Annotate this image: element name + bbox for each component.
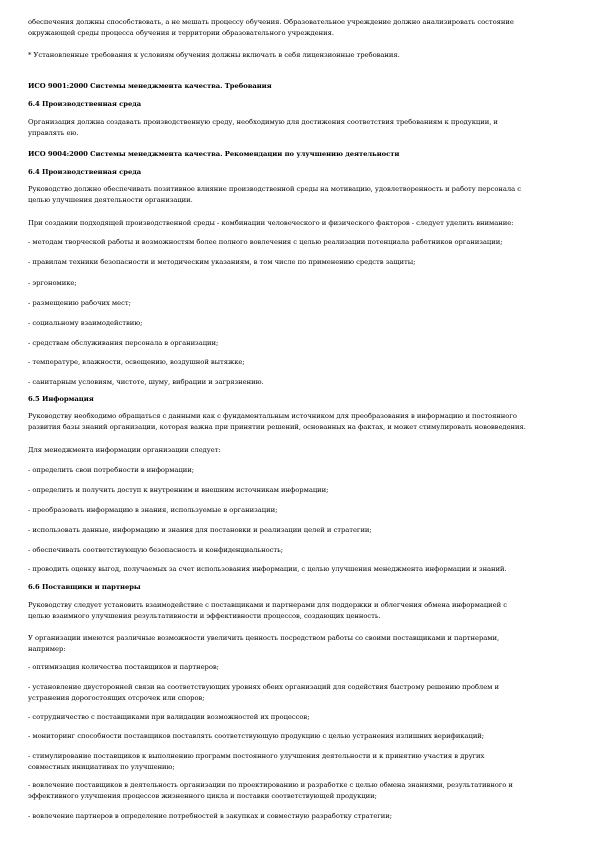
text-line: - социальному взаимодействию;	[28, 319, 143, 327]
text-line: 6.4 Производственная среда	[28, 168, 142, 176]
paragraph	[28, 633, 568, 654]
paragraph	[28, 564, 568, 575]
text-line: ИСО 9001:2000 Системы менеджмента качества. Требования	[28, 82, 272, 90]
text-line: - размещению рабочих мест;	[28, 299, 131, 307]
text-line: - методам творческой работы и возможностям более полного вовлечения с целью реализации потенциала работников организации;	[28, 238, 503, 246]
paragraph	[28, 525, 568, 536]
paragraph	[28, 17, 568, 38]
section-heading	[28, 81, 568, 92]
paragraph	[28, 780, 568, 801]
text-line: окружающей среды процесса обучения и территории образовательного учреждения.	[28, 28, 334, 37]
text-line: Организация должна создавать производственную среду, необходимую для достижения соответствия требованиям к продукции, и	[28, 118, 498, 126]
text-line: Руководству следует установить взаимодействие с поставщиками и партнерами для поддержки и облегчения обмена информацией с	[28, 601, 507, 609]
paragraph	[28, 318, 568, 329]
text-line: - оптимизация количества поставщиков и партнеров;	[28, 663, 219, 671]
text-line: целью взаимного улучшения результативности и эффективности процессов, создающих ценность.	[28, 611, 381, 620]
text-line: обеспечения должны способствовать, а не мешать процессу обучения. Образовательное учреждение должно анализировать состояние	[28, 18, 514, 26]
text-line: - преобразовать информацию в знания, используемые в организации;	[28, 506, 278, 514]
text-line: * Установленные требования к условиям обучения должны включать в себя лицензионные требования.	[28, 51, 400, 59]
section-heading	[28, 149, 568, 160]
paragraph	[28, 357, 568, 368]
paragraph	[28, 600, 568, 621]
text-line: Руководству необходимо обращаться с данными как с фундаментальным источником для преобразования в информацию и постоянного	[28, 412, 517, 420]
text-line: управлять ею.	[28, 128, 79, 137]
text-line: эффективного улучшения процессов жизненного цикла и поставки соответствующей продукции;	[28, 791, 377, 800]
paragraph	[28, 712, 568, 723]
section-heading	[28, 582, 568, 593]
text-line: развития базы знаний организации, которая важна при принятии решений, основанных на фактах, и может стимулировать нововведения.	[28, 422, 526, 431]
text-line: - вовлечение поставщиков в деятельность организации по проектированию и разработке с целью обмена знаниями, результативного и	[28, 781, 513, 789]
text-line: 6.6 Поставщики и партнеры	[28, 583, 141, 591]
section-heading	[28, 394, 568, 405]
text-line: - проводить оценку выгод, получаемых за счет использования информации, с целью улучшения менеджмента информации и знаний.	[28, 565, 507, 573]
text-line: - средствам обслуживания персонала в организации;	[28, 339, 219, 347]
text-line: Руководство должно обеспечивать позитивное влияние производственной среды на мотивацию, удовлетворенность и работу персонала с	[28, 185, 522, 193]
text-line: ИСО 9004:2000 Системы менеджмента качества. Рекомендации по улучшению деятельности	[28, 150, 400, 158]
paragraph	[28, 117, 568, 138]
text-line: У организации имеются различные возможности увеличить ценность посредством работы со своими поставщиками и партнерами,	[28, 634, 500, 642]
text-line: При создании подходящей производственной среды - комбинации человеческого и физического факторов - следует уделить внимание:	[28, 219, 514, 227]
text-line: устранения дорогостоящих отсрочек или споров;	[28, 693, 205, 702]
text-line: - вовлечение партнеров в определение потребностей в закупках и совместную разработку стратегии;	[28, 812, 392, 820]
text-line: - установление двусторонней связи на соответствующих уровнях обеих организаций для содействия быстрому решению проблем и	[28, 683, 500, 691]
text-line: - температуре, влажности, освещению, воздушной вытяжке;	[28, 358, 245, 366]
text-line: - сотрудничество с поставщиками при валидации возможностей их процессов;	[28, 713, 310, 721]
paragraph	[28, 731, 568, 742]
text-line: - обеспечивать соответствующую безопасность и конфиденциальность;	[28, 546, 284, 554]
text-line: 6.5 Информация	[28, 395, 94, 403]
text-line: - правилам техники безопасности и методическим указаниям, в том числе по применению средств защиты;	[28, 258, 416, 266]
section-heading	[28, 167, 568, 178]
paragraph	[28, 811, 568, 822]
text-line: 6.4 Производственная среда	[28, 100, 142, 108]
paragraph	[28, 237, 568, 248]
paragraph	[28, 411, 568, 432]
text-line: - эргономике;	[28, 279, 77, 287]
paragraph	[28, 377, 568, 388]
paragraph	[28, 338, 568, 349]
paragraph	[28, 278, 568, 289]
paragraph	[28, 751, 568, 772]
paragraph	[28, 505, 568, 516]
text-line: совместных инициативах по улучшению;	[28, 762, 175, 771]
paragraph	[28, 218, 568, 229]
paragraph	[28, 682, 568, 703]
paragraph	[28, 485, 568, 496]
text-line: - использовать данные, информацию и знания для постановки и реализации целей и стратегии;	[28, 526, 372, 534]
text-line: - определить свои потребности в информации;	[28, 466, 194, 474]
text-line: - мониторинг способности поставщиков поставлять соответствующую продукцию с целью устранения излишних верификаций;	[28, 732, 485, 740]
text-line: целью улучшения деятельности организации.	[28, 195, 193, 204]
paragraph	[28, 298, 568, 309]
text-line: - определить и получить доступ к внутренним и внешним источникам информации;	[28, 486, 329, 494]
paragraph	[28, 257, 568, 268]
section-heading	[28, 99, 568, 110]
paragraph	[28, 50, 568, 61]
paragraph	[28, 445, 568, 456]
text-line: - стимулирование поставщиков к выполнению программ постоянного улучшения деятельности и к принятию участия в других	[28, 752, 485, 760]
text-line: - санитарным условиям, чистоте, шуму, вибрации и загрязнению.	[28, 378, 264, 386]
paragraph	[28, 662, 568, 673]
text-line: например:	[28, 644, 66, 653]
paragraph	[28, 545, 568, 556]
paragraph	[28, 184, 568, 205]
text-line: Для менеджмента информации организации следует:	[28, 446, 221, 454]
paragraph	[28, 465, 568, 476]
